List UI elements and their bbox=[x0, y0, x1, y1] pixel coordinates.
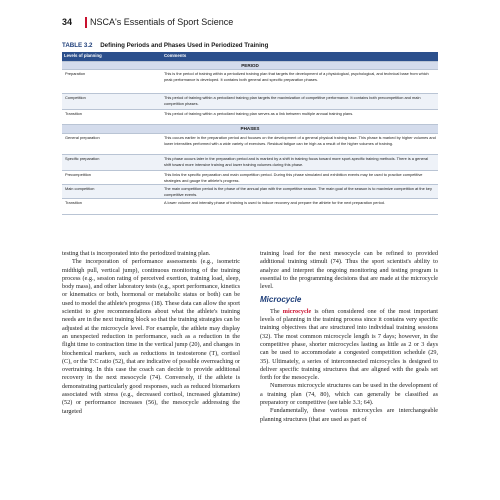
table-row bbox=[62, 94, 438, 110]
level-cell: General preparation bbox=[62, 134, 162, 155]
comment-cell: This period of training within a periodized training plan targets the maximization of competitive performance. It contains both precompetition and main competition phases. bbox=[162, 94, 438, 110]
level-cell: Competition bbox=[62, 94, 162, 110]
paragraph: training load for the next mesocycle can be refined to provided additional training stimuli (74). Thus the sport scientist's ability to analyze and interpret the ongoing monitoring and testing program is essential to the programming decisions that are made at the microcycle level. bbox=[260, 250, 438, 291]
section-row-period bbox=[62, 61, 438, 70]
comment-cell: The main competition period is the phase of the annual plan with the competitive season. The main goal of the season is to maximize competition at the key competitive events. bbox=[162, 185, 438, 199]
paragraph: testing that is incorporated into the periodized training plan. bbox=[62, 250, 211, 257]
comment-cell: This links the specific preparation and main competition period. During this phase simulated and exhibition events may be used to practice competitive strategies and gauge the athlete's progress. bbox=[162, 171, 438, 185]
paragraph: The incorporation of performance assessments (e.g., isometric midthigh pull, vertical jump), continuous monitoring of the training process (e.g., session rating of perceived exertion, training load, sleep, body mass), and other laboratory tests (e.g., sport performance, kinetics or kinematics or both, hormonal or metabolic status or both) can be used to model the athlete's progress (18). These data can allow the sport scientist to give recommendations about what the athlete's training needs are in the next training block so that the training strategies can be adjusted at the microcycle level. For example, the athlete may display an unexpected reduction in performance, such as a reduction in the flight time to contraction time in the vertical jump (20), and changes in biochemical markers, such as reductions in testosterone (T), cortisol (C), or the T:C ratio (52), that are indicative of possible overreaching or overtraining. In this case the coach can decide to provide additional recovery in the next mesocycle (74). Conversely, if the athlete is demonstrating particularly good responses, such as reduced biomarkers associated with stress (e.g., decreased cortisol, increased glutamine) (52) or performance increases (56), the mesocycle addressing the targeted bbox=[62, 258, 240, 415]
paragraph bbox=[260, 308, 438, 383]
table-row bbox=[62, 155, 438, 171]
page-header bbox=[62, 15, 438, 29]
level-cell: Preparation bbox=[62, 70, 162, 94]
table-header-row bbox=[62, 52, 438, 61]
col-header-comments: Comments bbox=[162, 52, 438, 61]
level-cell: Specific preparation bbox=[62, 155, 162, 171]
paragraph: Fundamentally, these various microcycles are interchangeable planning structures (that are used as part of bbox=[260, 407, 438, 423]
section-row-phases bbox=[62, 125, 438, 134]
key-term: microcycle bbox=[282, 307, 312, 315]
table-row bbox=[62, 171, 438, 185]
table-title: Defining Periods and Phases Used in Periodized Training bbox=[100, 42, 269, 49]
table-row bbox=[62, 70, 438, 94]
body-column-left bbox=[62, 250, 240, 416]
text-run: is often considered one of the most important levels of planning in the training process since it contains very specific training objectives that are structured into individual training sessions (32). The most common microcycle length is 7 days; however, in the competitive phase, shorter microcycles lasting as little as 2 or 3 days can be used to accommodate a congested competition schedule (29, 35). Ultimately, a series of interconnected microcycles is designed to deliver specific training structures that are aligned with the goals set forth for the mesocycle. bbox=[260, 307, 438, 382]
level-cell: Precompetition bbox=[62, 171, 162, 185]
comment-cell: This phase occurs later in the preparation period and is marked by a shift in training focus toward more sport-specific training methods. There is a general shift toward more intensive training and lower training volumes during this phase. bbox=[162, 155, 438, 171]
comment-cell: A lower volume and intensity phase of training is used to induce recovery and prepare the athlete for the next preparation period. bbox=[162, 199, 438, 215]
level-cell: Transition bbox=[62, 199, 162, 215]
comment-cell: This occurs earlier in the preparation period and focuses on the development of a general physical training base. This phase is marked by higher volumes and lower intensities performed with a wide variety of exercises. Residual fatigue can be high as a result of the higher volumes of training. bbox=[162, 134, 438, 155]
section-heading: Microcycle bbox=[260, 295, 302, 305]
level-cell: Main competition bbox=[62, 185, 162, 199]
section-label-phases: PHASES bbox=[62, 125, 438, 134]
periods-table bbox=[62, 52, 438, 215]
body-column-right bbox=[260, 250, 438, 424]
col-header-level: Levels of planning bbox=[62, 52, 162, 61]
running-head: NSCA's Essentials of Sport Science bbox=[90, 17, 234, 27]
comment-cell: This is the period of training within a periodized training plan that targets the development of a physiological, psychological, and technical base from which peak performance is developed. It contains both general and specific preparation phases. bbox=[162, 70, 438, 94]
text-run: The bbox=[270, 307, 283, 315]
header-divider bbox=[85, 17, 87, 28]
table-row bbox=[62, 110, 438, 125]
section-label-period: PERIOD bbox=[62, 61, 438, 70]
table-row bbox=[62, 185, 438, 199]
level-cell: Transition bbox=[62, 110, 162, 125]
table-row bbox=[62, 199, 438, 215]
table-caption bbox=[62, 42, 438, 49]
page-number: 34 bbox=[62, 17, 73, 27]
table-row bbox=[62, 134, 438, 155]
paragraph: Numerous microcycle structures can be used in the development of a training plan (74, 80), which can generally be classified as preparatory or competitive (see table 3.3; 64). bbox=[260, 382, 438, 407]
table-number: TABLE 3.2 bbox=[62, 42, 93, 49]
comment-cell: This period of training within a periodized training plan serves as a link between multiple annual training plans. bbox=[162, 110, 438, 125]
